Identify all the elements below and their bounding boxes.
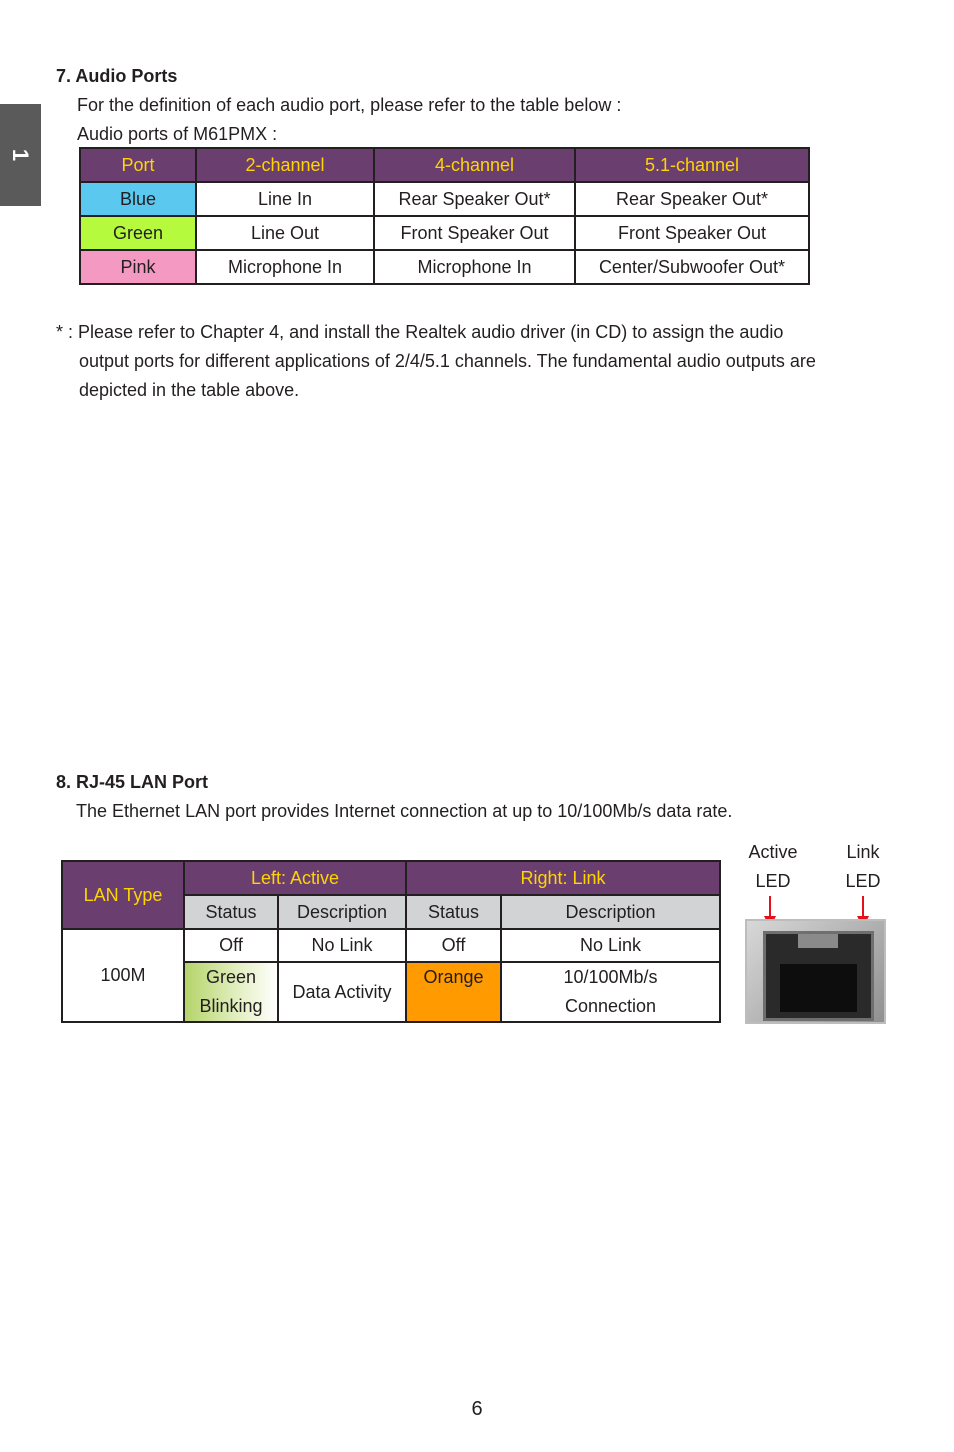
table-cell: Line In — [196, 182, 374, 216]
header-2-channel: 2-channel — [196, 148, 374, 182]
table-cell: Off — [184, 929, 278, 962]
link-led-arrow — [862, 896, 864, 918]
table-cell: No Link — [501, 929, 720, 962]
description-line: Connection — [564, 996, 657, 1016]
label-line: Active — [748, 842, 798, 862]
port-blue: Blue — [80, 182, 196, 216]
table-cell: Center/Subwoofer Out* — [575, 250, 809, 284]
port-pink: Pink — [80, 250, 196, 284]
table-cell: Front Speaker Out — [374, 216, 575, 250]
description-line: 10/100Mb/s — [563, 967, 658, 987]
subheader-right-status: Status — [406, 895, 501, 929]
active-led-arrow — [769, 896, 771, 918]
audio-ports-subtitle: Audio ports of M61PMX : — [77, 124, 278, 144]
header-4-channel: 4-channel — [374, 148, 575, 182]
audio-note-line-2: output ports for different applications of 2/4/5.1 channels. The fundamental audio outputs are — [79, 351, 816, 371]
header-lan-type: LAN Type — [62, 861, 184, 929]
header-port: Port — [80, 148, 196, 182]
chapter-tab — [0, 104, 41, 206]
audio-ports-table — [79, 147, 810, 285]
table-row — [62, 929, 720, 962]
rj45-socket — [763, 931, 874, 1021]
header-left-active: Left: Active — [184, 861, 406, 895]
label-line: Link — [846, 842, 880, 862]
page-number: 6 — [471, 1398, 483, 1420]
header-5-1-channel: 5.1-channel — [575, 148, 809, 182]
status-orange: Orange — [406, 962, 501, 1022]
audio-note-line-1: * : Please refer to Chapter 4, and install the Realtek audio driver (in CD) to assign the audio — [56, 322, 784, 342]
table-cell — [501, 962, 720, 1022]
table-cell: Line Out — [196, 216, 374, 250]
table-row — [80, 216, 809, 250]
subheader-left-status: Status — [184, 895, 278, 929]
table-cell: Rear Speaker Out* — [575, 182, 809, 216]
lan-port-intro: The Ethernet LAN port provides Internet connection at up to 10/100Mb/s data rate. — [76, 801, 733, 821]
chapter-tab-number: 1 — [8, 148, 34, 162]
link-led-label — [832, 838, 894, 896]
audio-ports-heading: 7. Audio Ports — [56, 66, 178, 86]
lan-led-table — [61, 860, 721, 1023]
table-header-row — [80, 148, 809, 182]
table-header-row — [62, 861, 720, 895]
table-cell: Data Activity — [278, 962, 406, 1022]
rj45-port-image — [745, 919, 886, 1024]
table-cell: Rear Speaker Out* — [374, 182, 575, 216]
active-led-label — [740, 838, 806, 896]
label-line: LED — [755, 871, 791, 891]
table-cell: Off — [406, 929, 501, 962]
table-cell: No Link — [278, 929, 406, 962]
table-cell: Microphone In — [196, 250, 374, 284]
label-line: LED — [845, 871, 881, 891]
audio-ports-intro: For the definition of each audio port, please refer to the table below : — [77, 95, 622, 115]
status-green-blinking — [184, 962, 278, 1022]
table-row — [80, 250, 809, 284]
status-line: Blinking — [199, 996, 263, 1016]
subheader-left-description: Description — [278, 895, 406, 929]
lan-port-heading: 8. RJ-45 LAN Port — [56, 772, 209, 792]
header-right-link: Right: Link — [406, 861, 720, 895]
table-cell: Microphone In — [374, 250, 575, 284]
rj45-socket-inner — [780, 964, 857, 1012]
lan-type-value: 100M — [62, 929, 184, 1022]
table-row — [80, 182, 809, 216]
rj45-latch-slot — [798, 934, 838, 948]
port-green: Green — [80, 216, 196, 250]
subheader-right-description: Description — [501, 895, 720, 929]
audio-note-line-3: depicted in the table above. — [79, 380, 300, 400]
status-line: Green — [205, 967, 257, 987]
table-cell: Front Speaker Out — [575, 216, 809, 250]
